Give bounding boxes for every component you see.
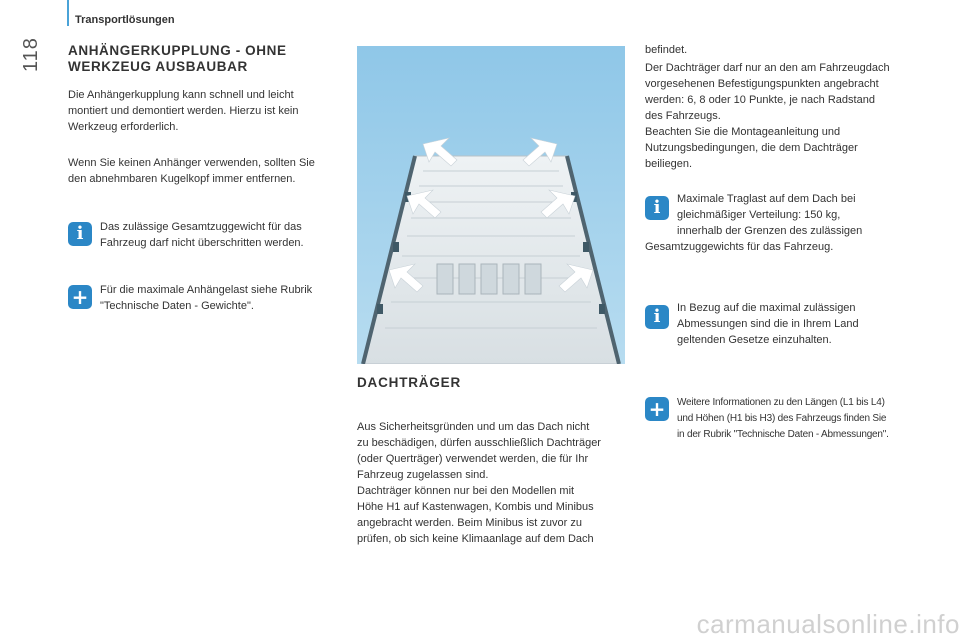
roof-rack-mounting-points: Der Dachträger darf nur an den am Fahrzeugdach vorgesehenen Befestigungspunkten angebracht werden: 6, 8 oder 10 Punkte, je nach Radstand des Fahrzeugs.: [645, 62, 890, 122]
roof-rack-para-continued: befindet.: [645, 44, 688, 56]
roof-illustration-svg: [357, 46, 625, 364]
watermark-text: carmanualsonline.info: [696, 609, 960, 639]
info-icon: i: [68, 222, 92, 246]
note-max-load-bottom: Gesamtzuggewichts für das Fahrzeug.: [645, 241, 834, 253]
plus-icon: +: [68, 285, 92, 309]
note-gross-weight: Das zulässige Gesamtzuggewicht für das Fahrzeug darf nicht überschritten werden.: [100, 221, 304, 249]
note-dimensions-law: In Bezug auf die maximal zulässigen Abmessungen sind die in Ihrem Land geltenden Gesetze einzuhalten.: [677, 302, 859, 346]
section-marker-bar: [67, 0, 69, 26]
roof-rack-illustration: [357, 46, 625, 364]
section-label: Transportlösungen: [75, 14, 175, 26]
roof-rack-para-1: Aus Sicherheitsgründen und um das Dach nicht zu beschädigen, dürfen ausschließlich Dachträger (oder Querträger) verwendet werden, die für Ihr Fahrzeug zugelassen sind.: [357, 421, 601, 481]
info-icon: i: [645, 196, 669, 220]
roof-rack-title: DACHTRÄGER: [357, 375, 461, 390]
note-dimensions-reference: Weitere Informationen zu den Längen (L1 bis L4) und Höhen (H1 bis H3) des Fahrzeugs finden Sie in der Rubrik "Technische Daten - Abmessungen".: [677, 397, 889, 440]
tow-hitch-para-1: Die Anhängerkupplung kann schnell und leicht montiert und demontiert werden. Hierzu ist kein Werkzeug erforderlich.: [68, 89, 299, 133]
tow-hitch-title: ANHÄNGERKUPPLUNG - OHNE WERKZEUG AUSBAUBAR: [68, 43, 287, 74]
page-number: 118: [20, 37, 42, 72]
plus-icon: +: [645, 397, 669, 421]
roof-rack-para-2: Dachträger können nur bei den Modellen mit Höhe H1 auf Kastenwagen, Kombis und Minibus angebracht werden. Beim Minibus ist zuvor zu prüfen, ob sich keine Klimaanlage auf dem Dach: [357, 485, 594, 545]
info-icon: i: [645, 305, 669, 329]
note-trailer-load: Für die maximale Anhängelast siehe Rubrik "Technische Daten - Gewichte".: [100, 284, 313, 312]
note-max-load-top: Maximale Traglast auf dem Dach bei gleichmäßiger Verteilung: 150 kg, innerhalb der Grenzen des zulässigen: [677, 193, 863, 237]
roof-rack-instructions: Beachten Sie die Montageanleitung und Nutzungsbedingungen, die dem Dachträger beiliegen.: [645, 126, 858, 170]
tow-hitch-para-2: Wenn Sie keinen Anhänger verwenden, sollten Sie den abnehmbaren Kugelkopf immer entfernen.: [68, 157, 315, 185]
